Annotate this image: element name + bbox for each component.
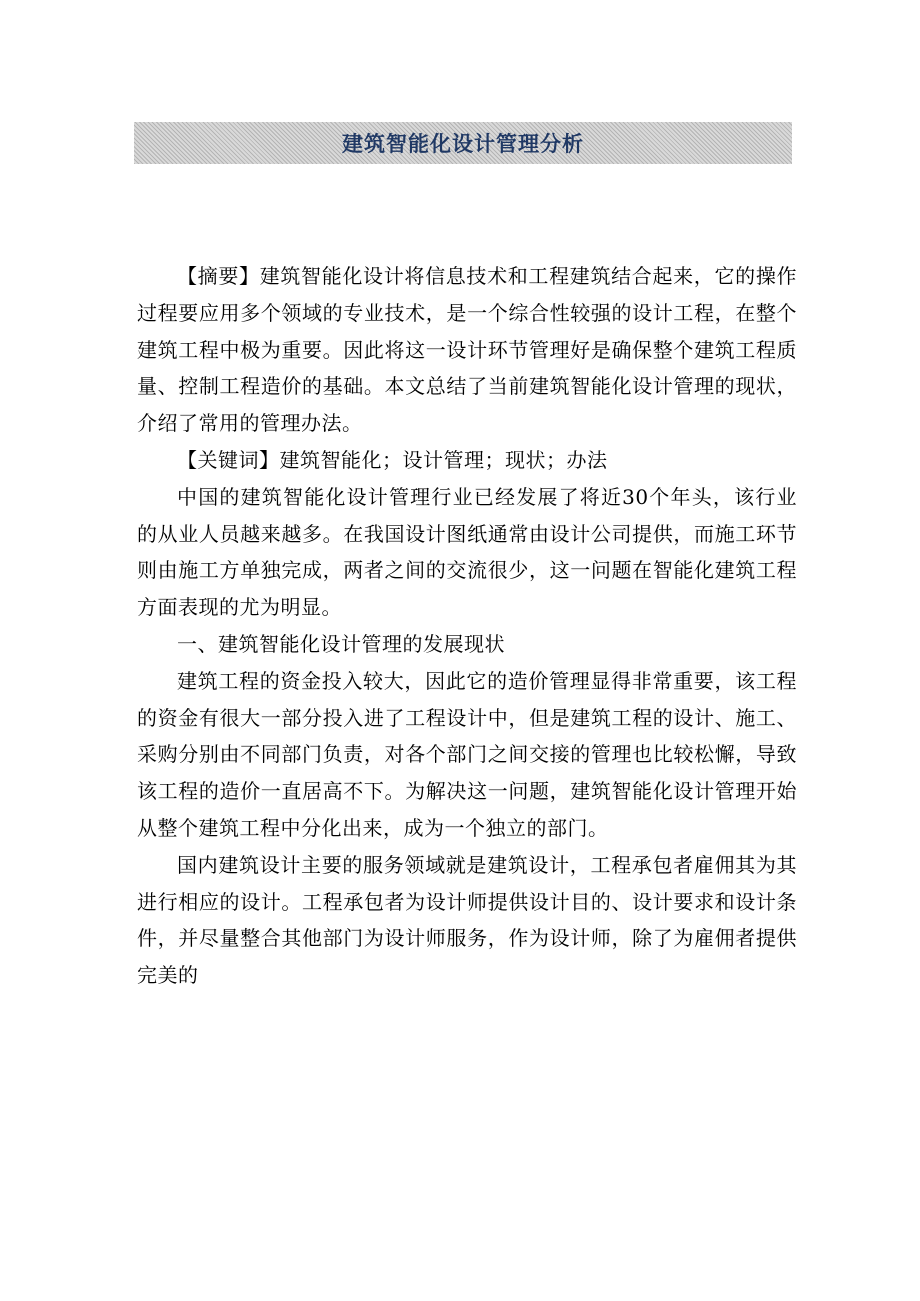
body-paragraph-status: 建筑工程的资金投入较大，因此它的造价管理显得非常重要，该工程的资金有很大一部分投入进了工程设计中，但是建筑工程的设计、施工、采购分别由不同部门负责，对各个部门之间交接的管理也比较松懈，导致该工程的造价一直居高不下。为解决这一问题，建筑智能化设计管理开始从整个建筑工程中分化出来，成为一个独立的部门。: [137, 668, 797, 840]
document-body: [137, 258, 797, 994]
keywords-paragraph: 【关键词】建筑智能化；设计管理；现状；办法: [177, 447, 608, 472]
document-title: 建筑智能化设计管理分析: [342, 132, 584, 156]
body-paragraph-domestic: 国内建筑设计主要的服务领域就是建筑设计，工程承包者雇佣其为其进行相应的设计。工程承包者为设计师提供设计目的、设计要求和设计条件，并尽量整合其他部门为设计师服务，作为设计师，除了为雇佣者提供完美的: [137, 852, 797, 988]
abstract-paragraph: 【摘要】建筑智能化设计将信息技术和工程建筑结合起来，它的操作过程要应用多个领域的专业技术，是一个综合性较强的设计工程，在整个建筑工程中极为重要。因此将这一设计环节管理好是确保整个建筑工程质量、控制工程造价的基础。本文总结了当前建筑智能化设计管理的现状，介绍了常用的管理办法。: [137, 264, 797, 436]
body-paragraph-intro: 中国的建筑智能化设计管理行业已经发展了将近30个年头，该行业的从业人员越来越多。在我国设计图纸通常由设计公司提供，而施工环节则由施工方单独完成，两者之间的交流很少，这一问题在智能化建筑工程方面表现的尤为明显。: [137, 484, 797, 620]
title-banner: [134, 122, 792, 164]
section-heading: 一、建筑智能化设计管理的发展现状: [177, 631, 505, 656]
